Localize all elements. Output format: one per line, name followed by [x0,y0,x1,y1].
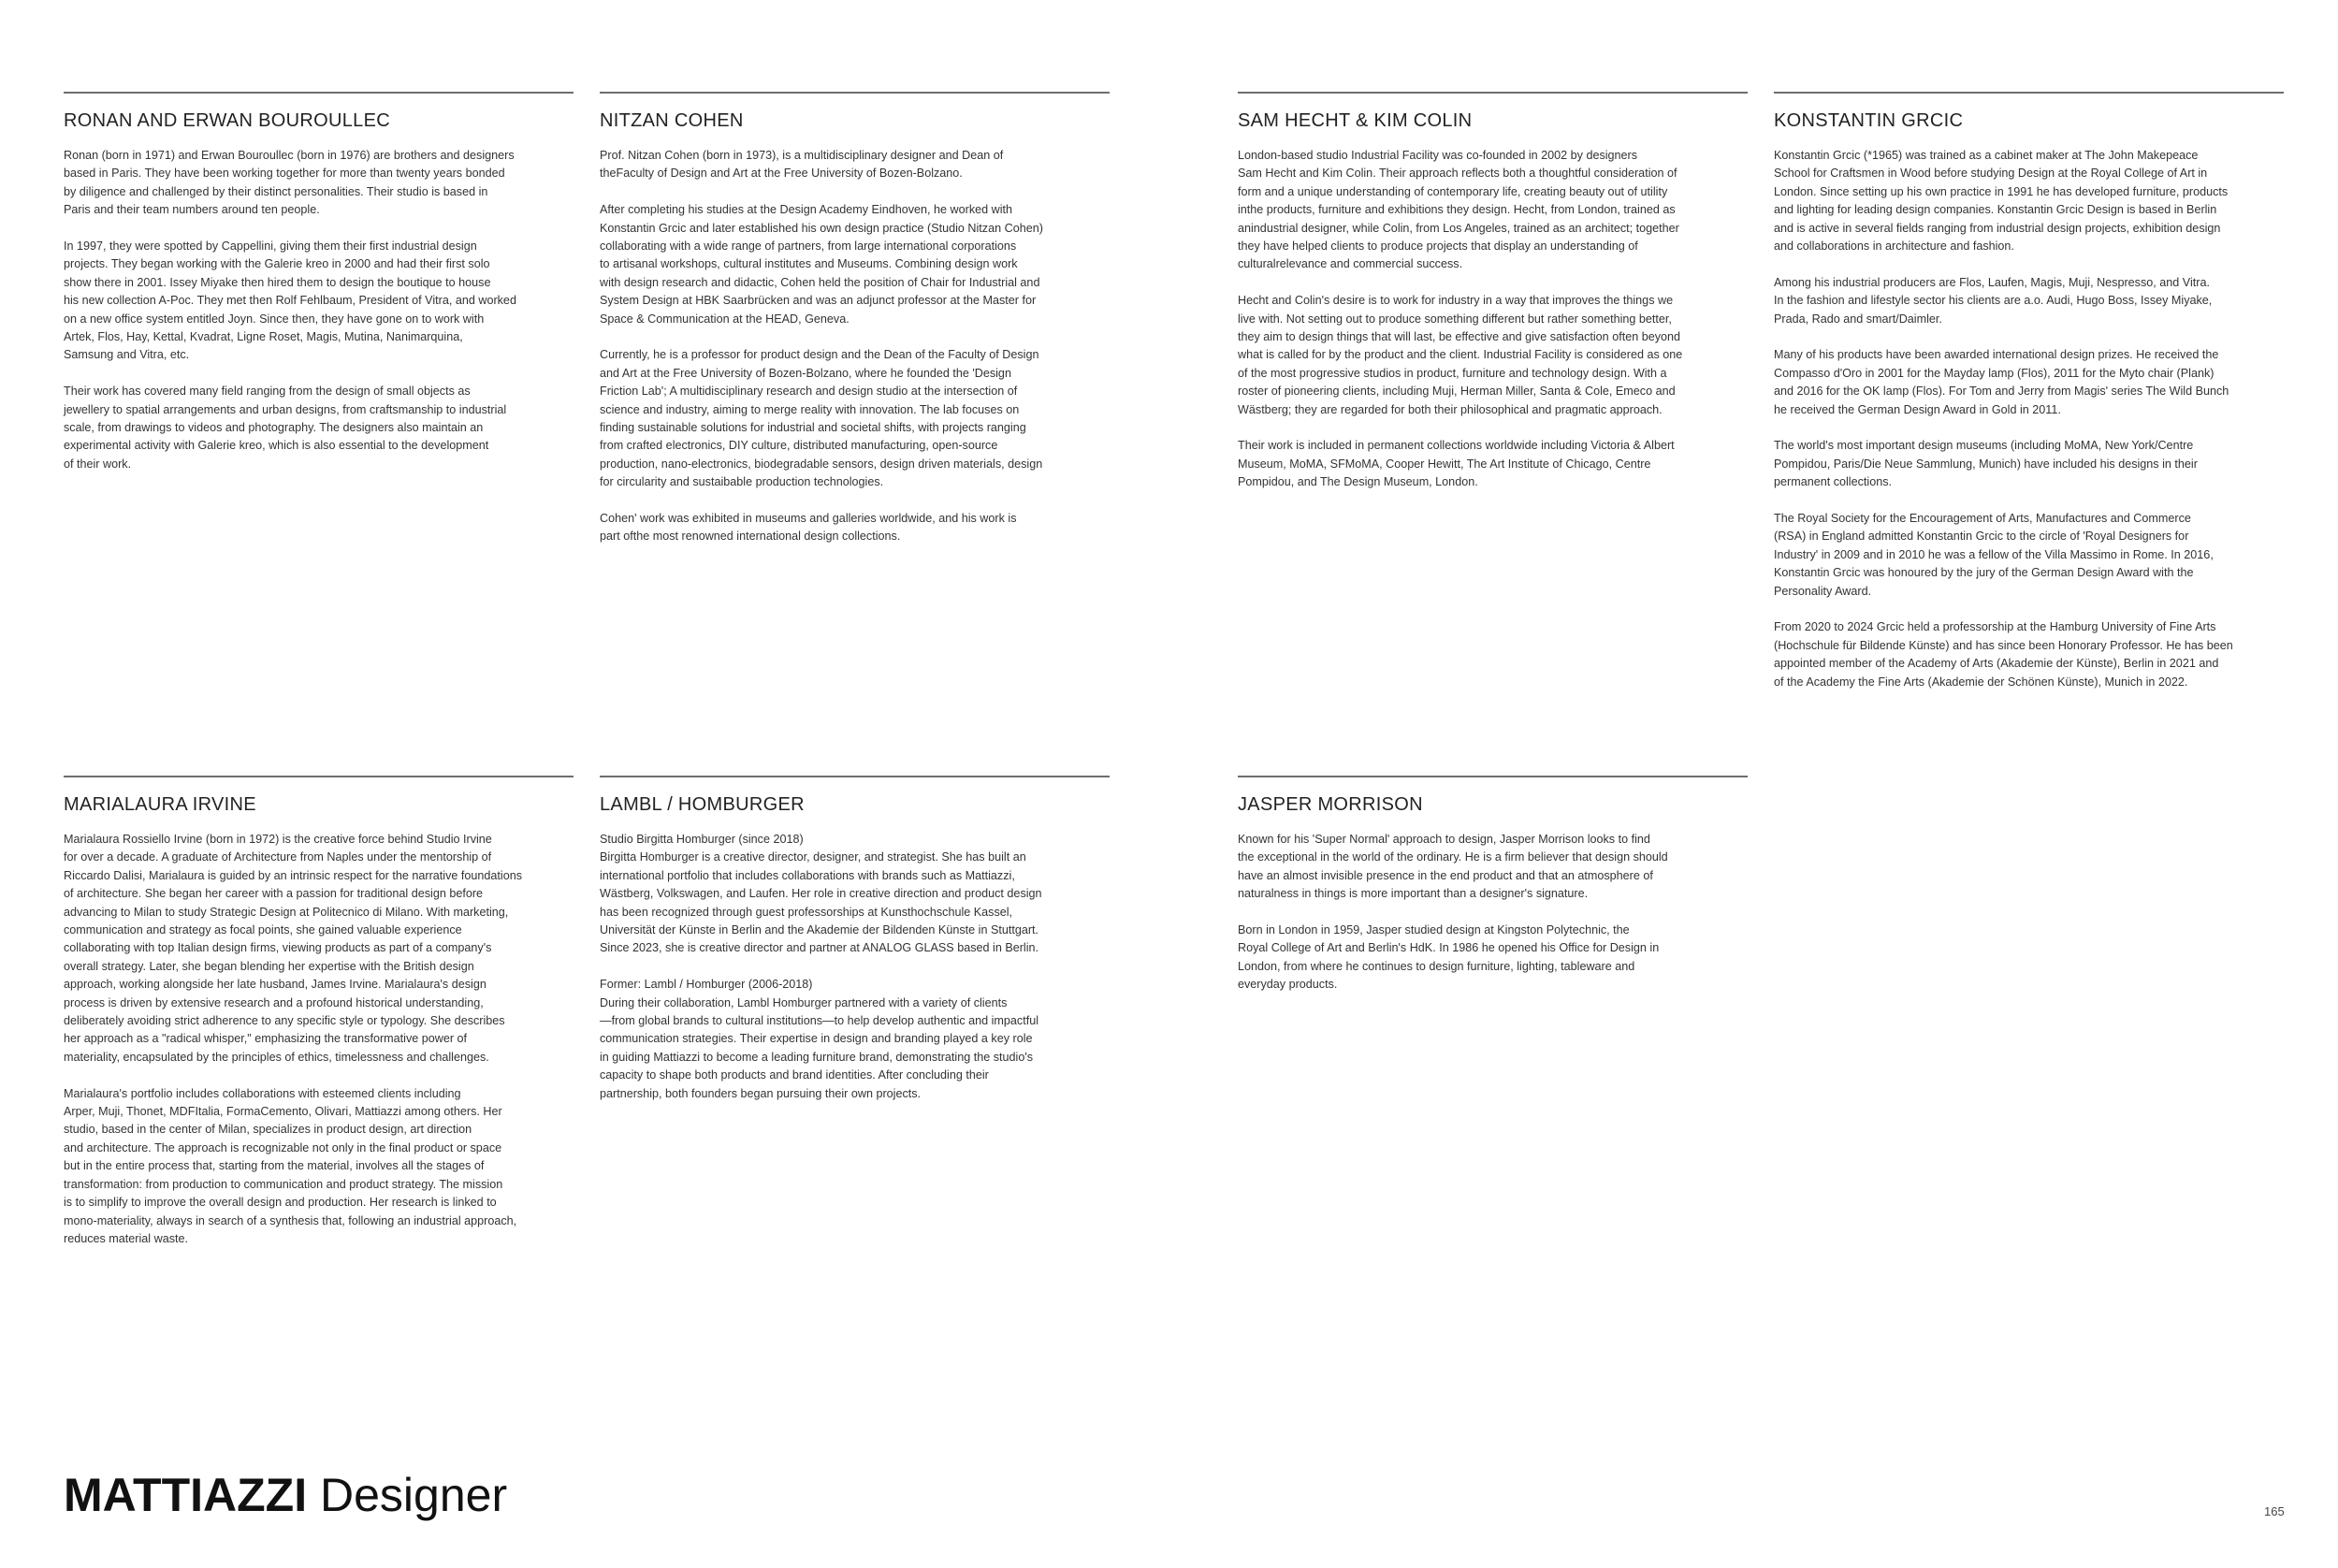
designer-section-hecht-colin [1238,92,1748,510]
body-paragraph: Many of his products have been awarded international design prizes. He received the Compasso d'Oro in 2001 for the Mayday lamp (Flos), 2011 for the Myto chair (Plank) and 2016 for the OK lamp (Flos). For Tom and Jerry from Magis' series The Wild Bunch he received the German Design Award in Gold in 2011. [1774,348,2229,416]
page-number: 165 [2264,1504,2285,1518]
section-heading: MARIALAURA IRVINE [64,794,256,815]
section-heading: NITZAN COHEN [600,110,744,131]
section-heading: JASPER MORRISON [1238,794,1423,815]
body-paragraph: The Royal Society for the Encouragement of Arts, Manufactures and Commerce (RSA) in England admitted Konstantin Grcic to the circle of 'Royal Designers for Industry' in 2009 and in 2010 he was a fellow of the Villa Massimo in Rome. In 2016, Konstantin Grcic was honoured by the jury of the German Design Award with the Personality Award. [1774,512,2214,598]
body-paragraph: After completing his studies at the Design Academy Eindhoven, he worked with Konstantin Grcic and later established his own design practice (Studio Nitzan Cohen) collaborating with a wide range of partners, from large international corporations to artisanal workshops, cultural institutes and Museums. Combining design work with design research and didactic, Cohen held the position of Chair for Industrial and System Design at HBK Saarbrücken and was an adjunct professor at the Master for Space & Communication at the HEAD, Geneva. [600,203,1043,326]
brand-name: MATTIAZZI [64,1469,308,1521]
body-paragraph: Their work is included in permanent collections worldwide including Victoria & Albert Museum, MoMA, SFMoMA, Cooper Hewitt, The Art Institute of Chicago, Centre Pompidou, and The Design Museum, London. [1238,439,1675,489]
section-heading: LAMBL / HOMBURGER [600,794,805,815]
section-heading: KONSTANTIN GRCIC [1774,110,1964,131]
body-paragraph: Marialaura's portfolio includes collaborations with esteemed clients including Arper, Muji, Thonet, MDFItalia, FormaCemento, Olivari, Mattiazzi among others. Her studio, based in the center of Milan, specializes in product design, art direction and architecture. The approach is recognizable not only in the final product or space but in the entire process that, starting from the material, involves all the stages of transformation: from production to communication and product strategy. The mission is to simplify to improve the overall design and production. Her research is linked to mono-materiality, always in search of a synthesis that, following an industrial approach, reduces material waste. [64,1086,517,1245]
designer-section-morrison [1238,776,1748,1012]
body-paragraph: Marialaura Rossiello Irvine (born in 1972) is the creative force behind Studio Irvine for over a decade. A graduate of Architecture from Naples under the mentorship of Riccardo Dalisi, Marialaura is guided by an intrinsic respect for the narrative foundations of architecture. She began her career with a passion for traditional design before advancing to Milan to study Strategic Design at Politecnico di Milano. With marketing, communication and strategy as focal points, she gained valuable experience collaborating with top Italian design firms, viewing products as part of a company's overall strategy. Later, she began blending her expertise with the British design approach, working alongside her late husband, James Irvine. Marialaura's design process is driven by extensive research and a profound historical understanding, deliberately avoiding strict adherence to any specific style or typology. She describes her approach as a "radical whisper," emphasizing the transformative power of materiality, encapsulated by the principles of ethics, timelessness and challenges. [64,833,522,1064]
section-heading: RONAN AND ERWAN BOUROULLEC [64,110,390,131]
body-paragraph: Their work has covered many field ranging from the design of small objects as jewellery to spatial arrangements and urban designs, from craftsmanship to industrial scale, from drawings to videos and photography. The designers also maintain an experimental activity with Galerie kreo, which is also essential to the development of their work. [64,385,507,471]
body-paragraph: Among his industrial producers are Flos, Laufen, Magis, Muji, Nespresso, and Vitra. In the fashion and lifestyle sector his clients are a.o. Audi, Hugo Boss, Issey Miyake, Prada, Rado and smart/Daimler. [1774,275,2213,326]
body-paragraph: In 1997, they were spotted by Cappellini, giving them their first industrial design projects. They began working with the Galerie kreo in 2000 and had their first solo show there in 2001. Issey Miyake then hired them to design the boutique to house his new collection A-Poc. They met then Rolf Fehlbaum, President of Vitra, and worked on a new office system entitled Joyn. Since then, they have gone on to work with Artek, Flos, Hay, Kettal, Kvadrat, Ligne Roset, Magis, Mutina, Nanimarquina, Samsung and Vitra, etc. [64,240,516,362]
body-paragraph: Currently, he is a professor for product design and the Dean of the Faculty of Design and Art at the Free University of Bozen-Bolzano, where he founded the 'Design Friction Lab'; A multidisciplinary research and design studio at the intersection of science and industry, aiming to merge reality with innovation. The lab focuses on finding sustainable solutions for industrial and societal shifts, with projects ranging from crafted electronics, DIY culture, distributed manufacturing, open-source production, nano-electronics, biodegradable sensors, design driven materials, design for circularity and sustaibable production technologies. [600,348,1043,489]
body-paragraph: Konstantin Grcic (*1965) was trained as a cabinet maker at The John Makepeace School for Craftsmen in Wood before studying Design at the Royal College of Art in London. Since setting up his own practice in 1991 he has developed furniture, products and lighting for leading design companies. Konstantin Grcic Design is based in Berlin and is active in several fields ranging from industrial design projects, exhibition design and collaborations in architecture and fashion. [1774,149,2229,254]
body-paragraph: The world's most important design museums (including MoMA, New York/Centre Pompidou, Paris/Die Neue Sammlung, Munich) have included his designs in their permanent collections. [1774,439,2198,489]
designer-section-grcic [1774,92,2284,710]
body-paragraph: Studio Birgitta Homburger (since 2018) Birgitta Homburger is a creative director, designer, and strategist. She has built an international portfolio that includes collaborations with brands such as Mattiazzi, Wästberg, Volkswagen, and Laufen. Her role in creative direction and product design has been recognized through guest professorships at Kunsthochschule Kassel, Universität der Künste in Berlin and the Akademie der Bildenden Künste in Stuttgart. Since 2023, she is creative director and partner at ANALOG GLASS based in Berlin. [600,833,1042,955]
designer-section-bouroullec [64,92,574,492]
body-paragraph: Cohen' work was exhibited in museums and galleries worldwide, and his work is part ofthe most renowned international design collections. [600,512,1017,544]
body-paragraph: Hecht and Colin's desire is to work for industry in a way that improves the things we live with. Not setting out to produce something different but rather something better, they aim to design things that will last, be effective and give satisfaction often beyond what is called for by the product and the client. Industrial Facility is considered as one of the most progressive studios in product, furniture and technology design. With a roster of pioneering clients, including Muji, Herman Miller, Santa & Cole, Emeco and Wästberg; they are regarded for both their philosophical and pragmatic approach. [1238,294,1683,416]
body-paragraph: Former: Lambl / Homburger (2006-2018) During their collaboration, Lambl Homburger partnered with a variety of clients —from global brands to cultural institutions—to help develop authentic and impactful communication strategies. Their expertise in design and branding played a key role in guiding Mattiazzi to become a leading furniture brand, demonstrating the studio's capacity to shape both products and brand identities. After concluding their partnership, both founders began pursuing their own projects. [600,978,1039,1100]
section-heading: SAM HECHT & KIM COLIN [1238,110,1473,131]
footer-subtitle: Designer [320,1469,508,1521]
body-paragraph: Ronan (born in 1971) and Erwan Bouroullec (born in 1976) are brothers and designers based in Paris. They have been working together for more than twenty years bonded by diligence and challenged by their distinct personalities. Their studio is based in Paris and their team numbers around ten people. [64,149,515,217]
designer-section-irvine [64,776,574,1267]
footer-title [64,1467,507,1523]
body-paragraph: From 2020 to 2024 Grcic held a professorship at the Hamburg University of Fine Arts (Hochschule für Bildende Künste) and has since been Honorary Professor. He has been appointed member of the Academy of Arts (Akademie der Künste), Berlin in 2021 and of the Academy the Fine Arts (Akademie der Schönen Künste), Munich in 2022. [1774,620,2233,689]
designer-section-cohen [600,92,1110,564]
body-paragraph: Born in London in 1959, Jasper studied design at Kingston Polytechnic, the Royal College of Art and Berlin's HdK. In 1986 he opened his Office for Design in London, from where he continues to design furniture, lighting, tableware and everyday products. [1238,923,1660,992]
designer-section-lambl-homburger [600,776,1110,1121]
body-paragraph: Prof. Nitzan Cohen (born in 1973), is a multidisciplinary designer and Dean of theFaculty of Design and Art at the Free University of Bozen-Bolzano. [600,149,1004,181]
body-paragraph: Known for his 'Super Normal' approach to design, Jasper Morrison looks to find the exceptional in the world of the ordinary. He is a firm believer that design should have an almost invisible presence in the end product and that an atmosphere of naturalness in things is more important than a designer's signature. [1238,833,1668,901]
body-paragraph: London-based studio Industrial Facility was co-founded in 2002 by designers Sam Hecht and Kim Colin. Their approach reflects both a thoughtful consideration of form and a unique understanding of contemporary life, creating beauty out of utility inthe products, furniture and exhibitions they design. Hecht, from London, trained as anindustrial designer, while Colin, from Los Angeles, trained as an architect; together they have helped clients to produce projects that display an understanding of culturalrelevance and commercial success. [1238,149,1679,271]
